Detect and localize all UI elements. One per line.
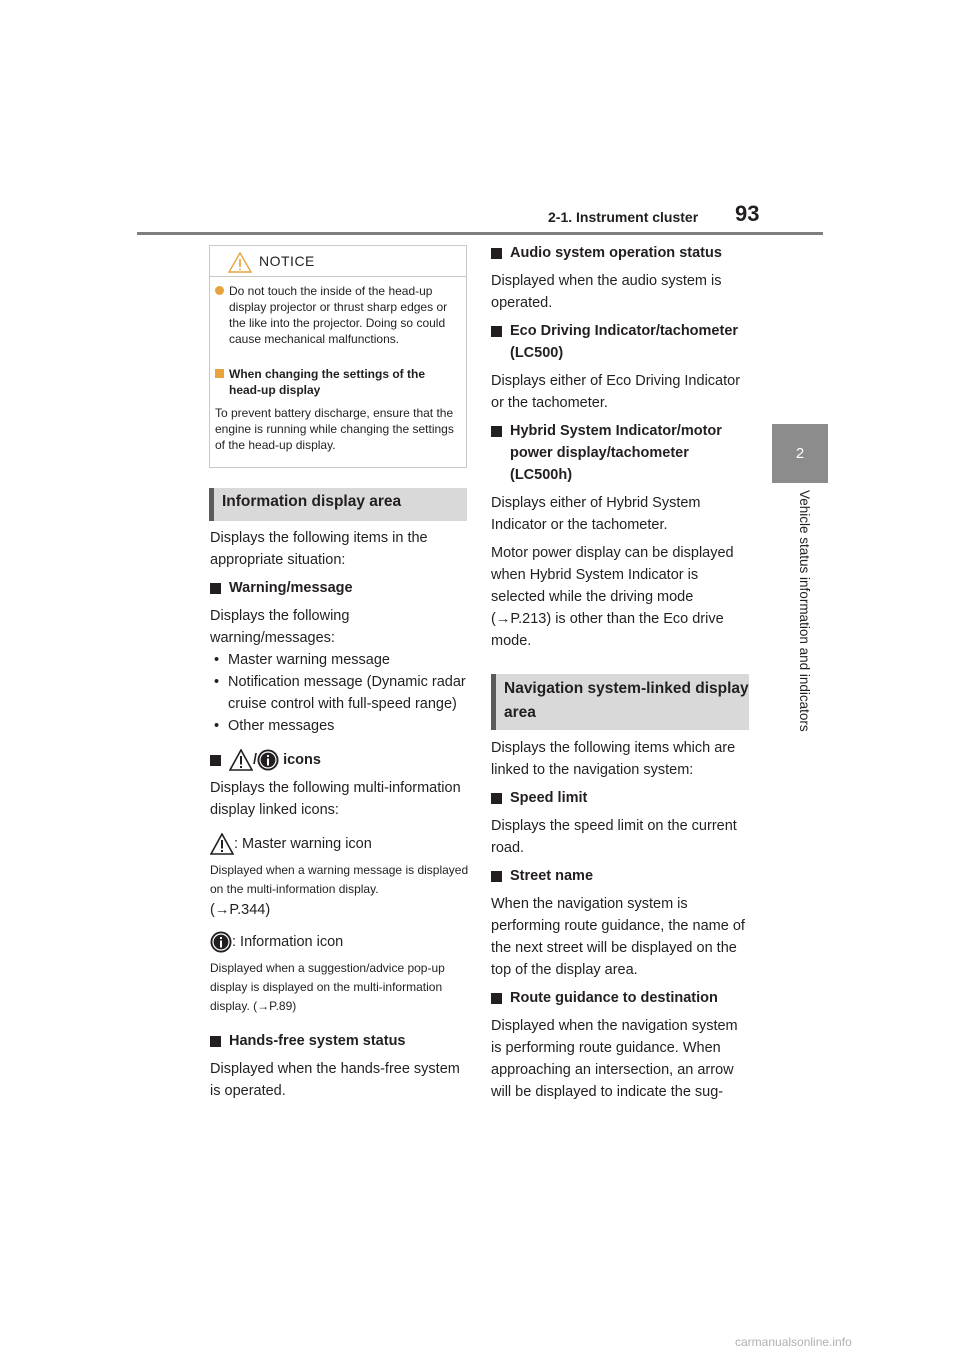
list-item: • Master warning message — [214, 652, 390, 668]
notice-title: NOTICE — [259, 253, 315, 269]
master-warning-note: Displayed when a warning message is displayed on the multi-information display. — [210, 863, 469, 896]
square-bullet-icon — [491, 426, 502, 437]
information-note: Displayed when a suggestion/advice pop-up display is displayed on the multi-information display. (→P.89) — [210, 961, 445, 1013]
hands-free-text: Displayed when the hands-free system is operated. — [210, 1061, 460, 1099]
street-name-heading: Street name — [491, 865, 751, 887]
square-bullet-icon — [210, 1036, 221, 1047]
list-item: • Other messages — [214, 718, 335, 734]
section-title: 2-1. Instrument cluster — [548, 209, 699, 225]
hands-free-heading: Hands-free system status — [210, 1030, 470, 1052]
square-bullet-icon — [491, 248, 502, 259]
warning-text: Displays the following warning/messages: — [210, 608, 350, 646]
master-warning-ref: (→P.344) — [210, 902, 271, 918]
intro-text: Displays the following items in the appropriate situation: — [210, 530, 428, 568]
information-icon — [210, 931, 232, 953]
list-item: • Notification message (Dynamic radar cruise control with full-speed range) — [214, 674, 466, 712]
chapter-label: Vehicle status information and indicators — [797, 490, 812, 732]
square-bullet-icon — [210, 583, 221, 594]
master-warning-icon — [210, 833, 234, 855]
orange-square-icon — [215, 369, 224, 378]
notice-header — [210, 246, 466, 277]
notice-bullet: Do not touch the inside of the head-up display projector or thrust sharp edges or the like into the projector. Doing so could cause mechanical malfunctions. — [215, 283, 460, 347]
audio-heading: Audio system operation status — [491, 242, 751, 264]
chapter-tab: 2 — [772, 424, 828, 483]
square-bullet-icon — [491, 993, 502, 1004]
hybrid-text: Displays either of Hybrid System Indicator or the tachometer. — [491, 495, 701, 533]
notice-box — [209, 245, 467, 468]
eco-heading: Eco Driving Indicator/tachometer (LC500) — [491, 320, 751, 364]
speed-limit-heading: Speed limit — [491, 787, 751, 809]
route-guidance-text: Displayed when the navigation system is performing route guidance. When approaching an intersection, an arrow will be displayed to indicate the sug- — [491, 1018, 738, 1100]
square-bullet-icon — [491, 326, 502, 337]
nav-intro: Displays the following items which are linked to the navigation system: — [491, 740, 736, 778]
square-bullet-icon — [491, 871, 502, 882]
watermark: carmanualsonline.info — [735, 1335, 852, 1349]
page-number: 93 — [735, 201, 760, 226]
header-rule — [137, 232, 823, 235]
street-name-text: When the navigation system is performing route guidance, the name of the next street will be displayed on the top of the display area. — [491, 896, 745, 978]
icons-heading: / icons — [210, 747, 470, 773]
information-icon — [257, 749, 279, 771]
icons-text: Displays the following multi-information display linked icons: — [210, 780, 461, 818]
hybrid-heading: Hybrid System Indicator/motor power display/tachometer (LC500h) — [491, 420, 751, 486]
eco-text: Displays either of Eco Driving Indicator or the tachometer. — [491, 373, 741, 411]
route-guidance-heading: Route guidance to destination — [491, 987, 751, 1009]
master-warning-icon — [229, 749, 253, 771]
motor-text: Motor power display can be displayed when Hybrid System Indicator is selected while the driving mode (→P.213) is other than the Eco drive mode. — [491, 545, 734, 649]
information-row: : Information icon — [210, 929, 470, 955]
warning-message-heading: Warning/message — [210, 577, 470, 599]
caution-icon — [228, 252, 252, 273]
orange-dot-icon — [215, 286, 224, 295]
square-bullet-icon — [210, 755, 221, 766]
info-display-area-heading: Information display area — [209, 488, 467, 521]
nav-display-area-heading: Navigation system-linked display area — [491, 674, 749, 730]
speed-limit-text: Displays the speed limit on the current road. — [491, 818, 737, 856]
square-bullet-icon — [491, 793, 502, 804]
master-warning-row: : Master warning icon — [210, 831, 470, 857]
notice-subtext: To prevent battery discharge, ensure that the engine is running while changing the settings of the head-up display. — [215, 406, 454, 452]
audio-text: Displayed when the audio system is operated. — [491, 273, 722, 311]
notice-subheading: When changing the settings of the head-up display — [215, 366, 460, 398]
